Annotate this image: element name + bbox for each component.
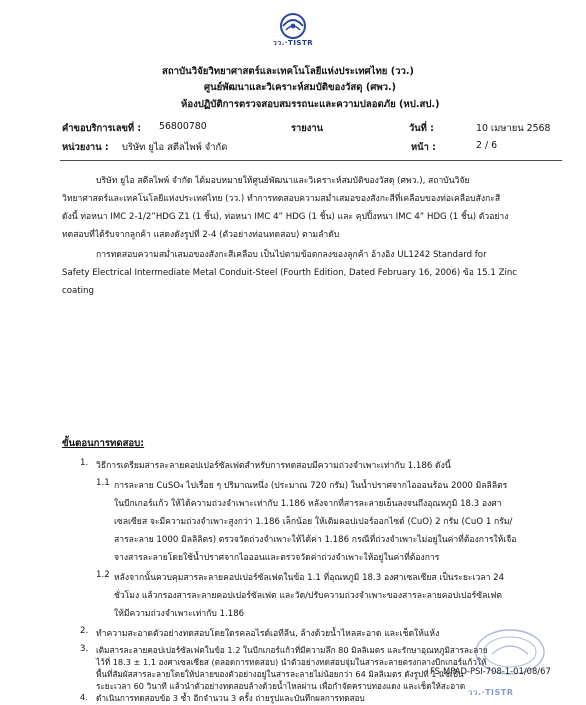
- item-3-line: พื้นที่สัมผัสสารละลายโดยให้ปลายของตัวอย่างอยู่ในสารละลายไม่น้อยกว่า 64 มิลลิเมตร ดังรูปที่ 1 แช่เป็น: [96, 669, 464, 679]
- agency-value: บริษัท ยูไอ สตีลไพพ์ จำกัด: [122, 142, 228, 153]
- intro-p1-line: บริษัท ยูไอ สตีลไพพ์ จำกัด ได้มอบหมายให้ศูนย์พัฒนาและวิเคราะห์สมบัติของวัสดุ (ศพว.), สถาบันวิจัย: [96, 176, 470, 186]
- subitem-1-1-line: สารละลาย 1000 มิลลิลิตร) ตรวจวัดถ่วงจำเพาะให้ได้ค่า 1.186 กรณีที่ถ่วงจำเพาะไม่อยู่ในค่าที่ต้องการให้เจือ: [114, 535, 517, 545]
- item-3-line: ไว้ที่ 18.3 ± 1.1 องศาเซลเซียส (ตลอดการทดสอบ) นำตัวอย่างทดสอบจุ่มในสารละลายตรงกลางบีกเกอร์แก้วให้: [96, 657, 487, 667]
- center-name: ศูนย์พัฒนาและวิเคราะห์สมบัติของวัสดุ (ศพว.): [204, 82, 397, 93]
- intro-p1-line: ทดสอบที่ได้รับจากลูกค้า แสดงดังรูปที่ 2-4 (ตัวอย่างท่อนทดสอบ) ตามลำดับ: [62, 230, 340, 240]
- lab-name: ห้องปฏิบัติการตรวจสอบสมรรถนะและความปลอดภัย (หป.สป.): [181, 99, 440, 110]
- intro-p2-line: การทดสอบความสม่ำเสมอของสังกะสีเคลือบ เป็นไปตามข้อตกลงของลูกค้า อ้างอิง UL1242 Standard for: [96, 250, 487, 260]
- item-number: 2.: [80, 626, 89, 636]
- item-2-text: ทำความสะอาดตัวอย่างทดสอบโดยใดรคลอไรด์เอทีลีน, ล้างด้วยน้ำไหลสะอาด และเช็ดให้แห้ง: [96, 629, 440, 639]
- page-label: หน้า :: [411, 142, 436, 153]
- agency-label: หน่วยงาน :: [62, 142, 109, 153]
- subitem-1-1-line: จางสารละลายโดยใช้น้ำปราศจากไอออนและตรวจวัดค่าถ่วงจำเพาะให้อยู่ในค่าที่ต้องการ: [114, 553, 440, 563]
- intro-p1-line: วิทยาศาสตร์และเทคโนโลยีแห่งประเทศไทย (วว.) ทำการทดสอบความสม่ำเสมอของสังกะสีที่เคลือบของท่อเคลือบสังกะสี: [62, 194, 501, 204]
- item-number: 1.: [80, 458, 89, 468]
- header-divider: [60, 160, 562, 161]
- service-no-value: 56800780: [159, 121, 207, 132]
- date-label: วันที่ :: [409, 123, 434, 134]
- tistr-logo: [269, 12, 317, 50]
- subitem-1-1-line: เซลเซียส จะมีความถ่วงจำเพาะสูงกว่า 1.186 เล็กน้อย ให้เติมคอปเปอร์ออกไซด์ (CuO) 2 กรัม (CuO 1 กรัม/: [114, 517, 513, 527]
- subitem-1-1-line: การละลาย CuSO₄ ไปเรื่อย ๆ ปริมาณหนึ่ง (ประมาณ 720 กรัม) ในน้ำปราศจากไอออนร้อน 2000 มิลลิลิตร: [114, 481, 508, 491]
- tistr-emblem-icon: [269, 12, 317, 40]
- intro-paragraph-1: [62, 172, 562, 244]
- page-value: 2 / 6: [476, 140, 498, 151]
- item-3-line: เติมสารละลายคอปเปอร์ซัลเฟตในข้อ 1.2 ในบีกเกอร์แก้วที่มีความลึก 80 มิลลิเมตร และรักษาอุณหภูมิสารละลาย: [96, 645, 488, 655]
- intro-p2-line: coating: [62, 286, 94, 296]
- item-4-text: ดำเนินการทดสอบข้อ 3 ซ้ำ อีกจำนวน 3 ครั้ง ถ่ายรูปและบันทึกผลการทดสอบ: [96, 693, 365, 703]
- item-1-text: วิธีการเตรียมสารละลายคอปเปอร์ซัลเฟตสำหรับการทดสอบมีความถ่วงจำเพาะเท่ากับ 1.186 ดังนี้: [96, 461, 451, 471]
- service-no-label: คำขอบริการเลขที่ :: [62, 123, 142, 134]
- footer-logo: วว.·TISTR: [468, 688, 514, 697]
- item-3-line: ระยะเวลา 60 วินาที แล้วนำตัวอย่างทดสอบล้างด้วยน้ำไหลผ่าน เพื่อกำจัดคราบทองแดง และเช็ดให้สะอาด: [96, 681, 466, 691]
- subitem-1-2-line: ชั่วโมง แล้วกรองสารละลายคอปเปอร์ซัลเฟต และวัด/ปรับความถ่วงจำเพาะของสารละลายคอปเปอร์ซัลเฟต: [114, 591, 502, 601]
- item-number: 3.: [80, 644, 89, 654]
- intro-p1-line: ดังนี้ ท่อหนา IMC 2-1/2”HDG Z1 (1 ชิ้น), ท่อหนา IMC 4” HDG (1 ชิ้น) และ คุปปิ้งหนา IMC 4” HDG (1 ชิ้น) ตัวอย่าง: [62, 212, 509, 222]
- intro-paragraph-2: [62, 246, 562, 300]
- subitem-number: 1.2: [96, 570, 110, 580]
- item-number: 4.: [80, 692, 88, 702]
- form-code: FS-MPAD-PSI-708-1-01/08/67: [430, 666, 551, 676]
- subitem-number: 1.1: [96, 478, 110, 488]
- report-label: รายงาน: [291, 123, 324, 134]
- subitem-1-2-line: ให้มีความถ่วงจำเพาะเท่ากับ 1.186: [114, 609, 245, 619]
- procedure-title: ขั้นตอนการทดสอบ:: [62, 438, 145, 449]
- date-value: 10 เมษายน 2568: [476, 123, 551, 134]
- logo-text: วว.·TISTR: [272, 39, 314, 47]
- intro-p2-line: Safety Electrical Intermediate Metal Conduit-Steel (Fourth Edition, Dated February 16, 2006) ข้อ 15.1 Zinc: [62, 268, 518, 278]
- subitem-1-1-line: ในบีกเกอร์แก้ว ให้ได้ความถ่วงจำเพาะเท่ากับ 1.186 หลังจากที่สารละลายเย็นลงจนถึงอุณหภูมิ 18.3 องศา: [114, 499, 502, 509]
- subitem-1-2-line: หลังจากนั้นควบคุมสารละลายคอปเปอร์ซัลเฟตในข้อ 1.1 ที่อุณหภูมิ 18.3 องศาเซลเซียส เป็นระยะเวลา 24: [114, 573, 505, 583]
- institute-name: สถาบันวิจัยวิทยาศาสตร์และเทคโนโลยีแห่งประเทศไทย (วว.): [162, 66, 414, 77]
